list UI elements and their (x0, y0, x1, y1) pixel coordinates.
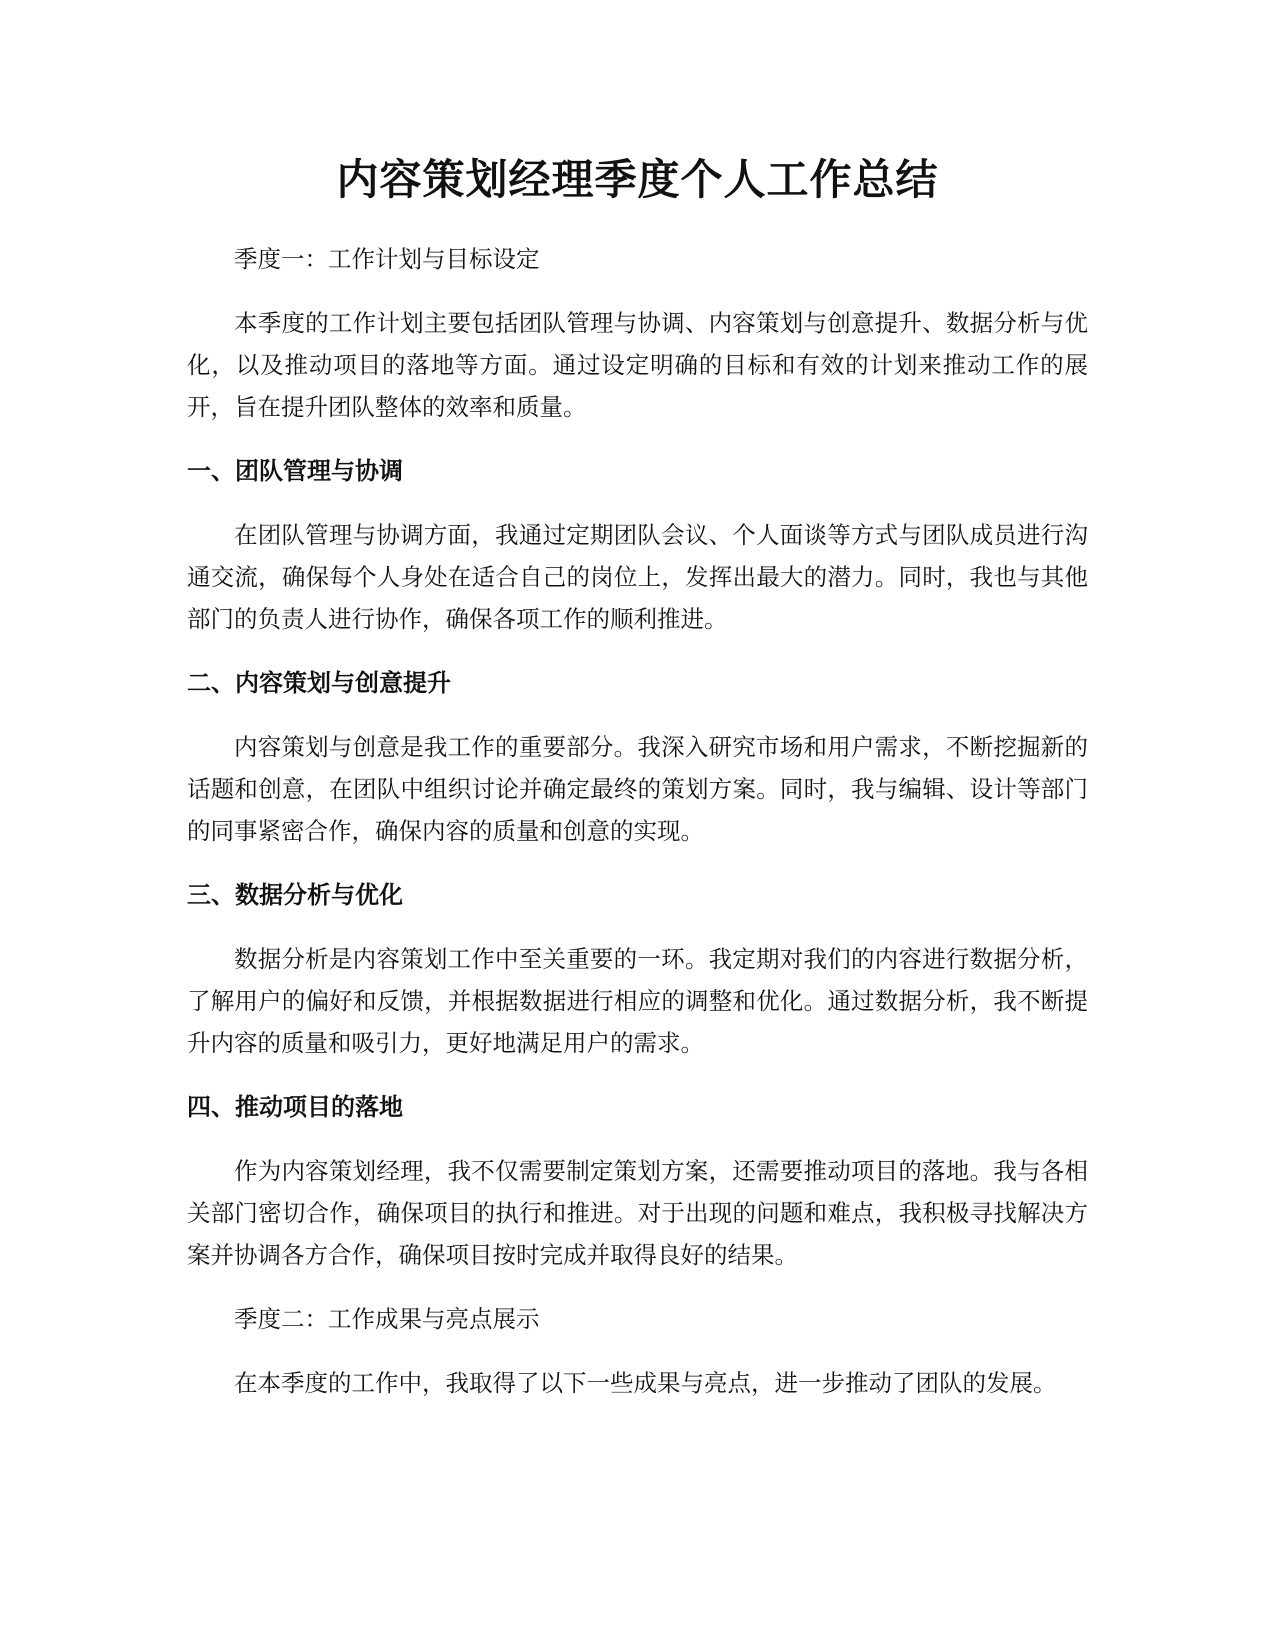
spacer (187, 280, 1088, 302)
section-body-content-planning: 内容策划与创意是我工作的重要部分。我深入研究市场和用户需求，不断挖掘新的话题和创意，在团队中组织讨论并确定最终的策划方案。同时，我与编辑、设计等部门的同事紧密合作，确保内容的质量和创意的实现。 (187, 733, 1088, 845)
section-body-project-delivery: 作为内容策划经理，我不仅需要制定策划方案，还需要推动项目的落地。我与各相关部门密切合作，确保项目的执行和推进。对于出现的问题和难点，我积极寻找解决方案并协调各方合作，确保项目按时完成并取得良好的结果。 (187, 1157, 1088, 1269)
section-heading-team-management: 一、团队管理与协调 (187, 457, 403, 485)
spacer (187, 640, 1088, 662)
section-heading-data-analysis: 三、数据分析与优化 (187, 881, 403, 909)
spacer (187, 1276, 1088, 1298)
spacer (187, 852, 1088, 874)
spacer (187, 916, 1088, 938)
quarter2-intro-paragraph: 在本季度的工作中，我取得了以下一些成果与亮点，进一步推动了团队的发展。 (234, 1369, 1057, 1397)
spacer (187, 704, 1088, 726)
quarter1-heading: 季度一：工作计划与目标设定 (234, 245, 540, 273)
spacer (187, 1128, 1088, 1150)
spacer (187, 428, 1088, 450)
section-heading-content-planning: 二、内容策划与创意提升 (187, 669, 451, 697)
quarter2-heading: 季度二：工作成果与亮点展示 (234, 1305, 540, 1333)
document-content (187, 150, 1088, 1404)
spacer (187, 210, 1088, 238)
spacer (187, 492, 1088, 514)
section-body-data-analysis: 数据分析是内容策划工作中至关重要的一环。我定期对我们的内容进行数据分析，了解用户的偏好和反馈，并根据数据进行相应的调整和优化。通过数据分析，我不断提升内容的质量和吸引力，更好地满足用户的需求。 (187, 945, 1088, 1057)
spacer (187, 1064, 1088, 1086)
quarter1-intro-paragraph: 本季度的工作计划主要包括团队管理与协调、内容策划与创意提升、数据分析与优化，以及推动项目的落地等方面。通过设定明确的目标和有效的计划来推动工作的展开，旨在提升团队整体的效率和质量。 (187, 309, 1088, 421)
document-title: 内容策划经理季度个人工作总结 (336, 155, 939, 204)
section-heading-project-delivery: 四、推动项目的落地 (187, 1093, 403, 1121)
section-body-team-management: 在团队管理与协调方面，我通过定期团队会议、个人面谈等方式与团队成员进行沟通交流，确保每个人身处在适合自己的岗位上，发挥出最大的潜力。同时，我也与其他部门的负责人进行协作，确保各项工作的顺利推进。 (187, 521, 1088, 633)
spacer (187, 1340, 1088, 1362)
